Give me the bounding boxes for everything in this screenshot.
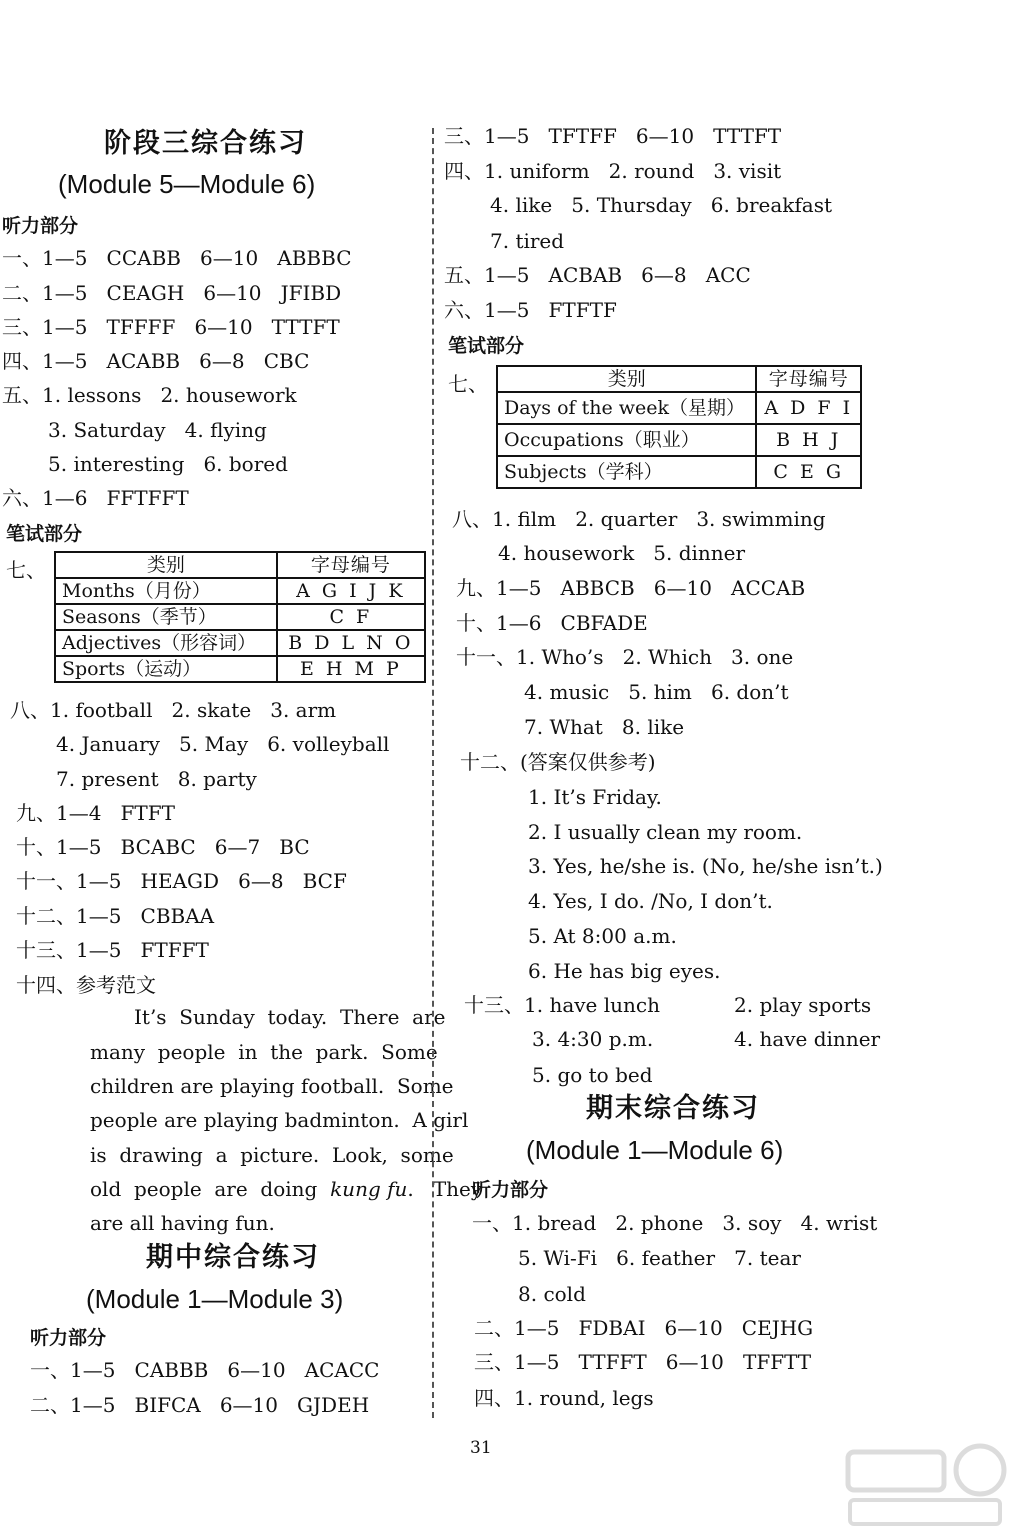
table-header: 类别 (497, 366, 756, 392)
essay-line: children are playing football. Some (90, 1074, 454, 1098)
table-cell: Seasons（季节） (55, 604, 277, 630)
table-header: 类别 (55, 552, 277, 578)
answer-line: 一、1—5 CCABB 6—10 ABBBC (2, 246, 352, 270)
column-divider (432, 128, 434, 1418)
table-cell: Occupations（职业） (497, 424, 756, 456)
answer-line: 一、1. bread 2. phone 3. soy 4. wrist (472, 1211, 878, 1235)
answer-line: 7. What 8. like (524, 715, 685, 739)
table-cell: B D L N O (277, 630, 425, 656)
essay-text: old people are doing (90, 1177, 331, 1201)
table-cell: B H J (756, 424, 861, 456)
answer-line: 十二、(答案仅供参考) (460, 750, 656, 774)
table-header: 字母编号 (277, 552, 425, 578)
answer-line: 六、1—5 FTFTF (444, 298, 617, 322)
watermark-logo-icon (840, 1440, 1010, 1530)
answer-line: 五、1—5 ACBAB 6—8 ACC (444, 263, 751, 287)
answer-line: 二、1—5 BIFCA 6—10 GJDEH (30, 1393, 370, 1417)
answer-line: 十、1—6 CBFADE (456, 611, 648, 635)
listening-heading: 听力部分 (472, 1179, 549, 1201)
answer-line: 九、1—5 ABBCB 6—10 ACCAB (456, 576, 806, 600)
answer-line: 十一、1. Who’s 2. Which 3. one (456, 645, 794, 669)
answer-line: 八、1. film 2. quarter 3. swimming (452, 507, 826, 531)
table-label: 七、 (6, 558, 46, 582)
answer-line: 4. music 5. him 6. don’t (524, 680, 789, 704)
answer-line: 六、1—6 FFTFFT (2, 486, 189, 510)
answer-line: 5. go to bed (532, 1063, 653, 1087)
answer-line: 2. I usually clean my room. (528, 820, 803, 844)
section-title-midterm: 期中综合练习 (146, 1242, 320, 1273)
answer-line: 四、1. round, legs (474, 1386, 654, 1410)
essay-line: many people in the park. Some (90, 1040, 438, 1064)
essay-line: It’s Sunday today. There are (134, 1005, 446, 1029)
essay-line: is drawing a picture. Look, some (90, 1143, 454, 1167)
table-cell: Sports（运动） (55, 656, 277, 682)
answer-line: 8. cold (518, 1282, 586, 1306)
answer-line: 3. Yes, he/she is. (No, he/she isn’t.) (528, 854, 883, 878)
answer-line: 四、1. uniform 2. round 3. visit (444, 159, 782, 183)
essay-line: people are playing badminton. A girl (90, 1108, 469, 1132)
answer-line: 十二、1—5 CBBAA (16, 904, 215, 928)
table-cell: Adjectives（形容词） (55, 630, 277, 656)
answer-line: 二、1—5 FDBAI 6—10 CEJHG (474, 1316, 814, 1340)
category-table-left (54, 551, 426, 683)
section-title-stage3: 阶段三综合练习 (104, 128, 307, 159)
answer-line: 4. housework 5. dinner (498, 541, 746, 565)
table-cell: Subjects（学科） (497, 456, 756, 488)
essay-text: . They (407, 1177, 483, 1201)
answer-line: 四、1—5 ACABB 6—8 CBC (2, 349, 310, 373)
answer-line: 十、1—5 BCABC 6—7 BC (16, 835, 310, 859)
essay-line (90, 1177, 482, 1201)
listening-heading: 听力部分 (30, 1327, 107, 1349)
answer-line: 3. 4:30 p.m. (532, 1027, 654, 1051)
table-cell: Days of the week（星期） (497, 392, 756, 424)
answer-line: 7. present 8. party (56, 767, 257, 791)
section-subtitle-stage3: (Module 5—Module 6) (58, 169, 316, 199)
answer-line: 7. tired (490, 229, 565, 253)
answer-line: 十三、1. have lunch (464, 993, 660, 1017)
answer-line: 5. interesting 6. bored (48, 452, 288, 476)
writing-heading: 笔试部分 (6, 523, 83, 545)
essay-italic: kung fu (330, 1177, 408, 1201)
category-table-right (496, 365, 862, 489)
answer-line: 二、1—5 CEAGH 6—10 JFIBD (2, 281, 342, 305)
answer-line: 4. January 5. May 6. volleyball (56, 732, 390, 756)
answer-line: 九、1—4 FTFT (16, 801, 175, 825)
listening-heading: 听力部分 (2, 215, 79, 237)
table-label: 七、 (448, 372, 488, 396)
table-cell: E H M P (277, 656, 425, 682)
answer-line: 2. play sports (734, 993, 872, 1017)
table-cell: A D F I (756, 392, 861, 424)
table-cell: Months（月份） (55, 578, 277, 604)
table-header: 字母编号 (756, 366, 861, 392)
answer-line: 十一、1—5 HEAGD 6—8 BCF (16, 869, 347, 893)
answer-line: 1. It’s Friday. (528, 785, 662, 809)
table-cell: A G I J K (277, 578, 425, 604)
essay-line: are all having fun. (90, 1211, 275, 1235)
page-number: 31 (470, 1438, 492, 1458)
answer-line: 三、1—5 TTFFT 6—10 TFFTT (474, 1350, 812, 1374)
answer-line: 3. Saturday 4. flying (48, 418, 267, 442)
answer-line: 三、1—5 TFTFF 6—10 TTTFT (444, 124, 782, 148)
answer-line: 一、1—5 CABBB 6—10 ACACC (30, 1358, 380, 1382)
section-subtitle-midterm: (Module 1—Module 3) (86, 1284, 344, 1314)
answer-line: 十三、1—5 FTFFT (16, 938, 209, 962)
section-title-final: 期末综合练习 (586, 1093, 760, 1124)
answer-line: 6. He has big eyes. (528, 959, 721, 983)
writing-heading: 笔试部分 (448, 335, 525, 357)
answer-line: 5. Wi-Fi 6. feather 7. tear (518, 1246, 801, 1270)
answer-line: 五、1. lessons 2. housework (2, 383, 297, 407)
answer-line: 4. like 5. Thursday 6. breakfast (490, 193, 833, 217)
answer-line: 八、1. football 2. skate 3. arm (10, 698, 337, 722)
section-subtitle-final: (Module 1—Module 6) (526, 1135, 784, 1165)
answer-line: 十四、参考范文 (16, 973, 156, 997)
table-cell: C F (277, 604, 425, 630)
answer-line: 4. Yes, I do. /No, I don’t. (528, 889, 773, 913)
table-cell: C E G (756, 456, 861, 488)
answer-line: 5. At 8:00 a.m. (528, 924, 677, 948)
answer-line: 三、1—5 TFFFF 6—10 TTTFT (2, 315, 340, 339)
answer-line: 4. have dinner (734, 1027, 881, 1051)
